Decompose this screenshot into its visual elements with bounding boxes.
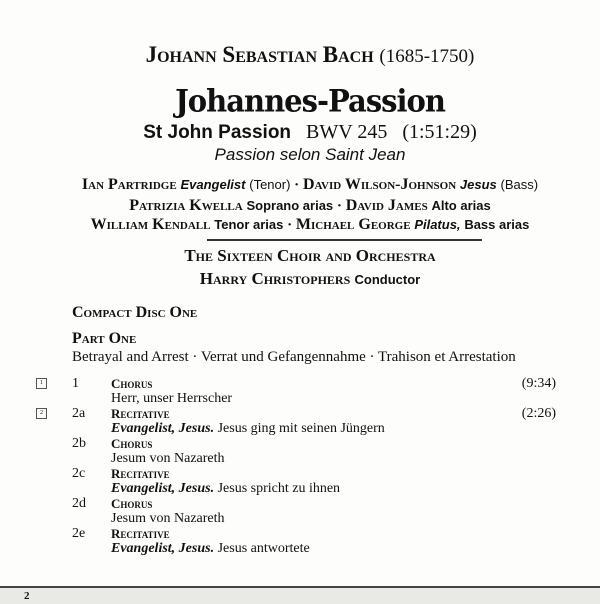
performer-voice: (Bass): [500, 177, 539, 192]
track-title: Jesum von Nazareth: [111, 451, 225, 466]
track-text: [111, 391, 232, 407]
track-duration: (2:26): [521, 406, 556, 421]
performer-role: Pilatus,: [414, 217, 461, 232]
separator: ·: [294, 177, 300, 193]
performers-line: [0, 216, 600, 234]
composer-title: [0, 42, 600, 68]
performer-name: David James: [345, 197, 428, 214]
page-number: 2: [24, 590, 30, 602]
work-title-english: St John Passion: [143, 122, 292, 143]
total-duration: (1:51:29): [402, 121, 477, 143]
track-text: [111, 421, 385, 437]
conductor-role: Conductor: [354, 272, 421, 287]
track-number: 2e: [72, 526, 86, 541]
track-roles: Evangelist, Jesus.: [111, 541, 215, 556]
track-number: 2b: [72, 436, 86, 451]
track-type: Recitative: [111, 466, 170, 481]
track-number: 2d: [72, 496, 86, 511]
work-title-line: [0, 121, 600, 144]
divider: [207, 239, 482, 241]
performers-line: [0, 176, 600, 194]
track-number: 2c: [72, 466, 86, 481]
performer-voice: (Tenor): [249, 177, 291, 192]
track-roles: Evangelist, Jesus.: [111, 481, 215, 496]
track-text: [111, 541, 310, 557]
performer-role: Evangelist: [180, 177, 246, 192]
performer-name: Michael George: [295, 216, 411, 233]
performer-role: Jesus: [459, 177, 497, 192]
track-title: Herr, unser Herrscher: [111, 391, 233, 406]
work-title-german: Johannes-Passion: [175, 83, 445, 119]
performer-voice: Tenor arias: [214, 217, 284, 232]
track-roles: Evangelist, Jesus.: [111, 421, 215, 436]
performer-voice: Alto arias: [431, 198, 491, 213]
track-title: Jesus ging mit seinen Jüngern: [217, 421, 385, 436]
cd-track-box: 1: [36, 378, 47, 389]
performers-line: [0, 197, 600, 215]
separator: ·: [287, 217, 293, 233]
track-number: 1: [72, 376, 79, 391]
track-number: 2a: [72, 406, 86, 421]
performer-voice: Bass arias: [464, 217, 530, 232]
composer-dates: (1685-1750): [379, 46, 475, 67]
cd-track-box: 2: [36, 408, 47, 419]
conductor: [0, 269, 600, 289]
bwv-number: BWV 245: [306, 121, 388, 143]
track-type: Chorus: [111, 376, 153, 391]
footer-band: [0, 588, 600, 604]
performer-name: William Kendall: [90, 216, 211, 233]
part-heading: Part One: [72, 330, 137, 347]
track-text: [111, 511, 225, 527]
performer-name: Ian Partridge: [81, 176, 177, 193]
work-title-french: Passion selon Saint Jean: [214, 145, 406, 164]
track-text: [111, 451, 225, 467]
performer-name: David Wilson-Johnson: [302, 176, 457, 193]
track-type: Chorus: [111, 496, 153, 511]
disc-heading: Compact Disc One: [72, 304, 198, 321]
track-duration: (9:34): [521, 376, 556, 391]
conductor-name: Harry Christophers: [199, 269, 351, 288]
part-description: Betrayal and Arrest · Verrat und Gefangennahme · Trahison et Arrestation: [72, 349, 516, 365]
track-text: [111, 481, 340, 497]
performer-name: Patrizia Kwella: [129, 197, 243, 214]
separator: ·: [336, 198, 342, 214]
track-type: Recitative: [111, 406, 170, 421]
track-title: Jesus antwortete: [217, 541, 310, 556]
track-title: Jesus spricht zu ihnen: [217, 481, 341, 496]
track-title: Jesum von Nazareth: [111, 511, 225, 526]
ensemble: The Sixteen Choir and Orchestra: [184, 246, 436, 265]
performer-voice: Soprano arias: [246, 198, 334, 213]
track-type: Recitative: [111, 526, 170, 541]
composer-name: Johann Sebastian Bach: [145, 42, 374, 67]
track-type: Chorus: [111, 436, 153, 451]
